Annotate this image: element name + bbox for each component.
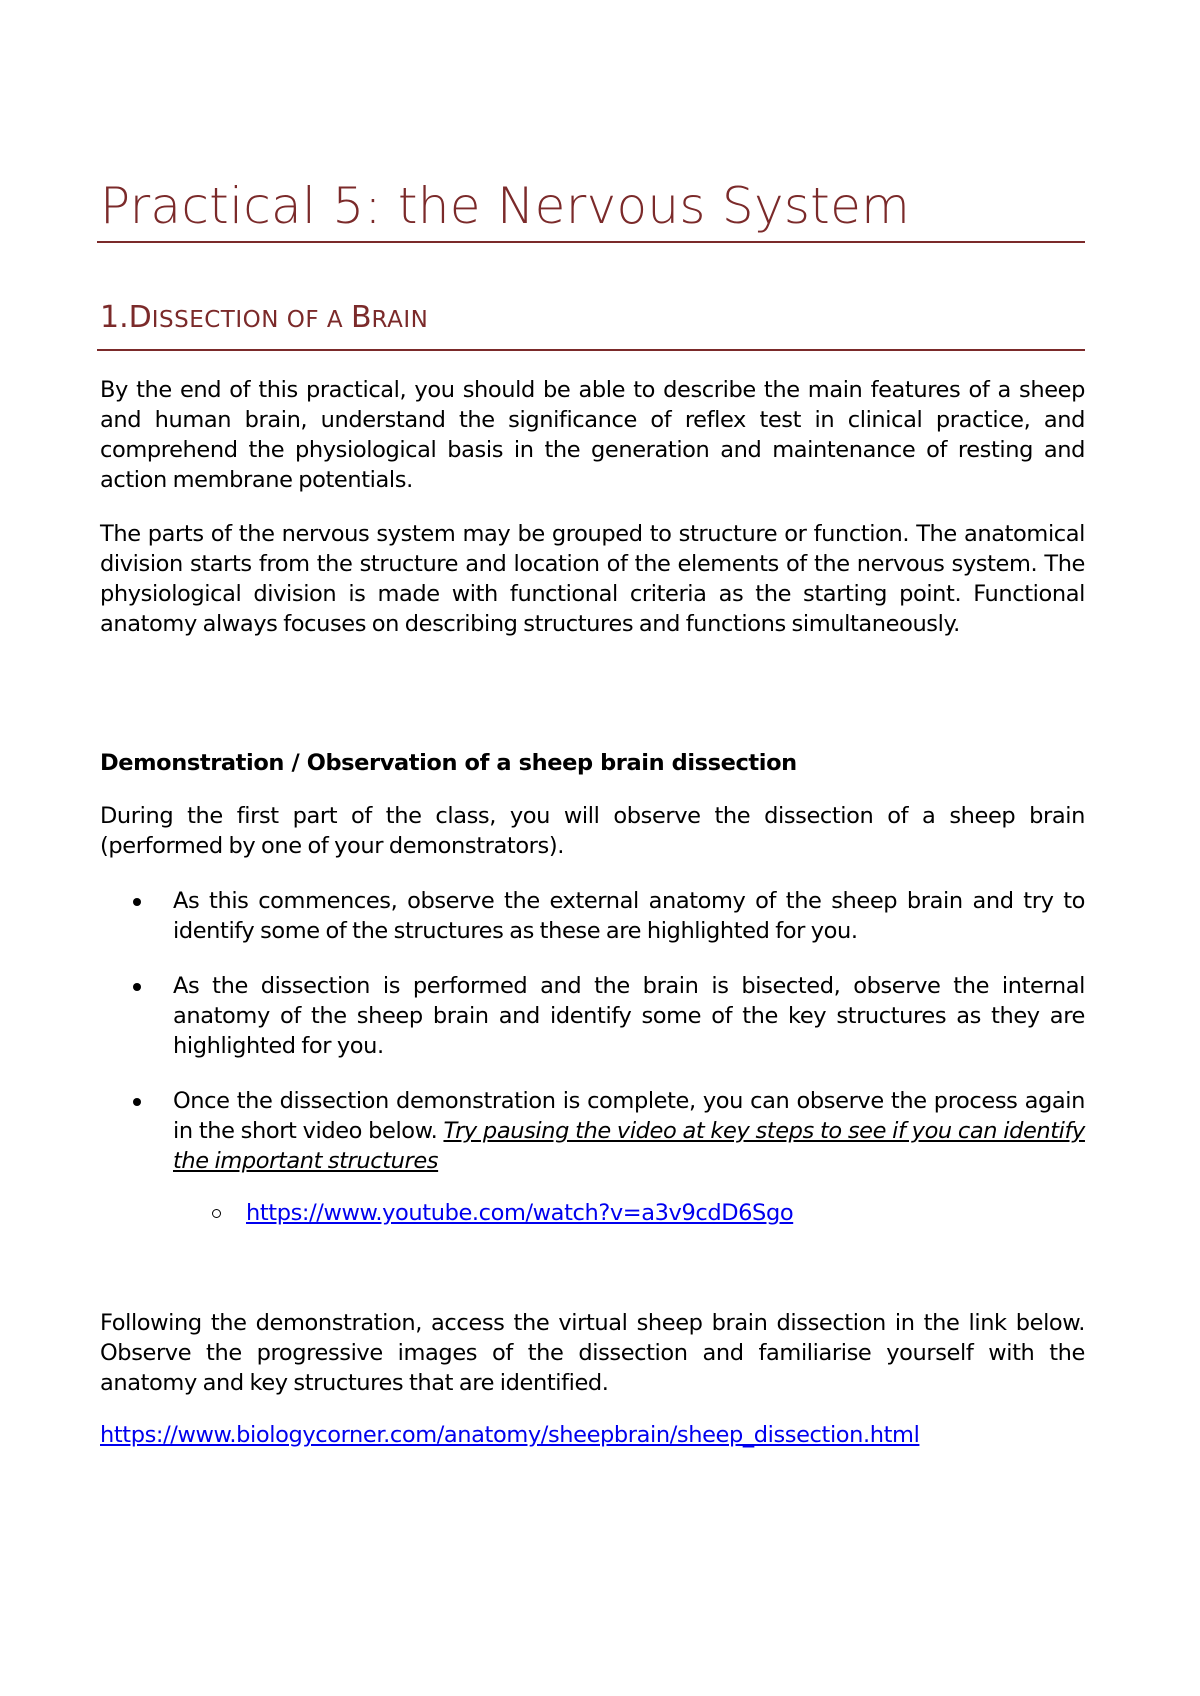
section-heading-underline: [97, 349, 1085, 351]
intro-paragraph: By the end of this practical, you should be able to describe the main features of a sheep and human brain, understand the significance of reflex test in clinical practice, and comprehend the physiological basis in the generation and maintenance of resting and action membrane potentials.: [100, 377, 1085, 493]
section-heading: [100, 298, 428, 340]
nervous-system-parts-paragraph: The parts of the nervous system may be grouped to structure or function. The anatomical division starts from the structure and location of the elements of the nervous system. The physiological division is made with functional criteria as the starting point. Functional anatomy always focuses on describing structures and functions simultaneously.: [100, 521, 1085, 637]
video-link-item: [100, 1198, 1085, 1228]
virtual-dissection-link-container: [100, 1420, 919, 1450]
bullet-icon: [133, 983, 141, 991]
section-heading-rest-2: RAIN: [371, 307, 429, 333]
bullet-italic-instruction: Try pausing the video at key steps to see if you can identify the important structures: [173, 1118, 1085, 1174]
title-underline: [97, 241, 1085, 243]
sub-bullet-icon: [212, 1209, 221, 1218]
list-item: [100, 971, 1085, 1061]
following-paragraph: Following the demonstration, access the virtual sheep brain dissection in the link below. Observe the progressive images of the dissection and familiarise yourself with the anatomy and key structures that are identified.: [100, 1310, 1085, 1396]
section-heading-rest-1: ISSECTION OF A: [151, 307, 351, 333]
section-heading-initial-1: D: [128, 300, 152, 335]
observation-bullet-list: [100, 886, 1085, 1201]
bullet-icon: [133, 1098, 141, 1106]
bullet-text: [173, 1086, 1085, 1176]
section-heading-initial-2: B: [350, 300, 372, 335]
virtual-dissection-link[interactable]: https://www.biologycorner.com/anatomy/sheepbrain/sheep_dissection.html: [100, 1422, 920, 1448]
page-title: Practical 5: the Nervous System: [100, 177, 911, 235]
youtube-video-link[interactable]: https://www.youtube.com/watch?v=a3v9cdD6Sgo: [246, 1200, 794, 1226]
list-item: [100, 1086, 1085, 1176]
list-item: [100, 886, 1085, 946]
section-number: 1.: [100, 300, 129, 335]
demonstration-intro-paragraph: During the first part of the class, you will observe the dissection of a sheep brain (performed by one of your demonstrators).: [100, 803, 1085, 859]
bullet-text: As the dissection is performed and the brain is bisected, observe the internal anatomy of the sheep brain and identify some of the key structures as they are highlighted for you.: [173, 973, 1085, 1059]
bullet-plain-text: Once the dissection demonstration is complete, you can observe the process again in the short video below.: [173, 1088, 1085, 1144]
bullet-text: As this commences, observe the external anatomy of the sheep brain and try to identify some of the structures as these are highlighted for you.: [173, 888, 1085, 944]
demonstration-heading: Demonstration / Observation of a sheep brain dissection: [100, 750, 797, 776]
bullet-icon: [133, 898, 141, 906]
